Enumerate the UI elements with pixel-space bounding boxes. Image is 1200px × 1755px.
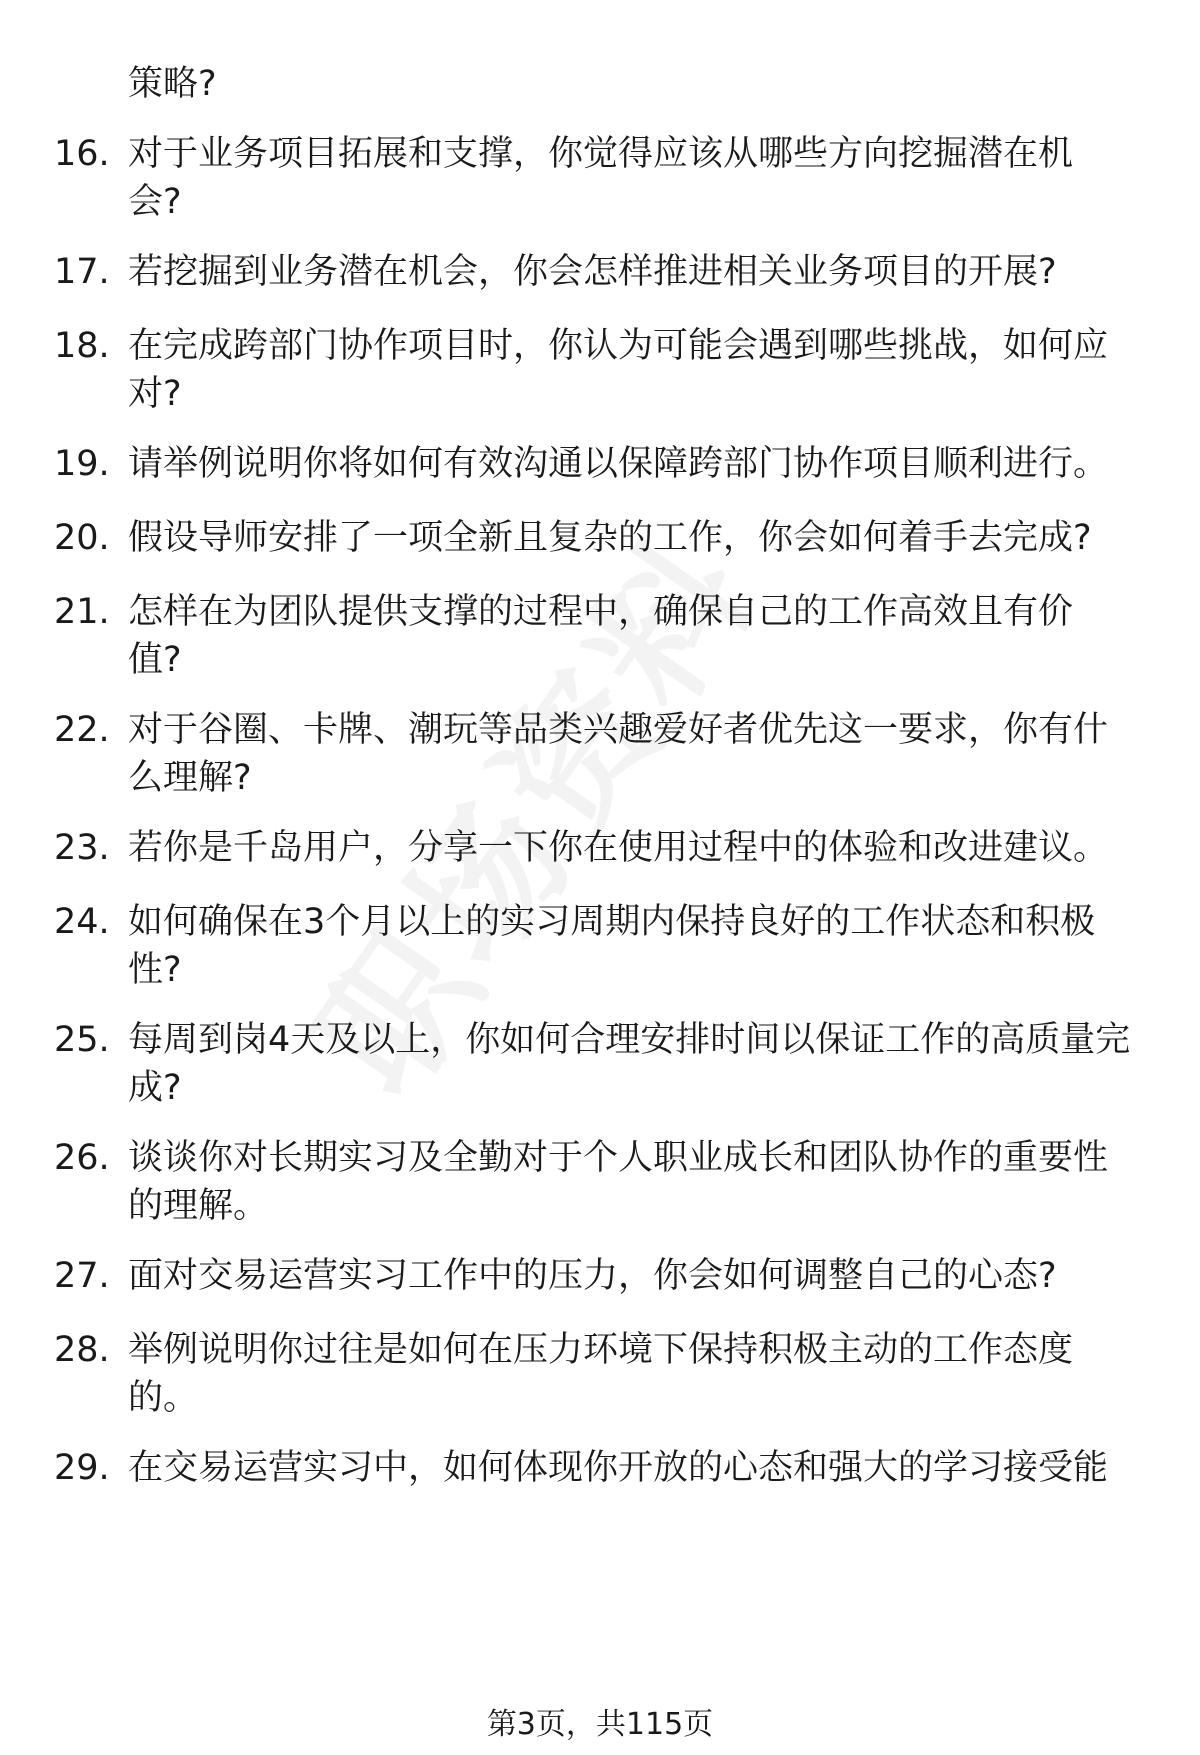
question-number: 19.	[54, 444, 110, 484]
question-number: 28.	[54, 1330, 110, 1370]
question-number: 23.	[54, 828, 110, 868]
question-text: 请举例说明你将如何有效沟通以保障跨部门协作项目顺利进行。	[128, 444, 1109, 484]
question-number: 24.	[54, 902, 110, 942]
question-text: 对于谷圈、卡牌、潮玩等品类兴趣爱好者优先这一要求，你有什 么理解?	[128, 710, 1109, 798]
question-number: 21.	[54, 592, 110, 632]
question-text: 怎样在为团队提供支撑的过程中，确保自己的工作高效且有价 值?	[128, 592, 1074, 680]
question-text: 面对交易运营实习工作中的压力，你会如何调整自己的心态?	[128, 1256, 1057, 1296]
question-text: 谈谈你对长期实习及全勤对于个人职业成长和团队协作的重要性 的理解。	[128, 1138, 1109, 1226]
question-number: 27.	[54, 1256, 110, 1296]
question-text: 在完成跨部门协作项目时，你认为可能会遇到哪些挑战，如何应 对?	[128, 326, 1109, 414]
question-number: 20.	[54, 518, 110, 558]
question-number: 29.	[54, 1448, 110, 1488]
question-text: 策略?	[128, 64, 217, 104]
question-number: 22.	[54, 710, 110, 750]
question-number: 16.	[54, 134, 110, 174]
question-text: 若挖掘到业务潜在机会，你会怎样推进相关业务项目的开展?	[128, 252, 1057, 292]
question-text: 若你是千岛用户，分享一下你在使用过程中的体验和改进建议。	[128, 828, 1109, 868]
question-text: 假设导师安排了一项全新且复杂的工作，你会如何着手去完成?	[128, 518, 1092, 558]
question-text: 每周到岗4天及以上，你如何合理安排时间以保证工作的高质量完 成?	[128, 1020, 1131, 1108]
page-footer: 第3页，共115页	[486, 1707, 714, 1742]
question-number: 18.	[54, 326, 110, 366]
question-text: 在交易运营实习中，如何体现你开放的心态和强大的学习接受能	[128, 1448, 1109, 1488]
question-text: 对于业务项目拓展和支撑，你觉得应该从哪些方向挖掘潜在机 会?	[128, 134, 1074, 222]
question-number: 26.	[54, 1138, 110, 1178]
question-text: 举例说明你过往是如何在压力环境下保持积极主动的工作态度 的。	[128, 1330, 1074, 1418]
question-number: 17.	[54, 252, 110, 292]
question-number: 25.	[54, 1020, 110, 1060]
question-text: 如何确保在3个月以上的实习周期内保持良好的工作状态和积极 性?	[128, 902, 1096, 990]
